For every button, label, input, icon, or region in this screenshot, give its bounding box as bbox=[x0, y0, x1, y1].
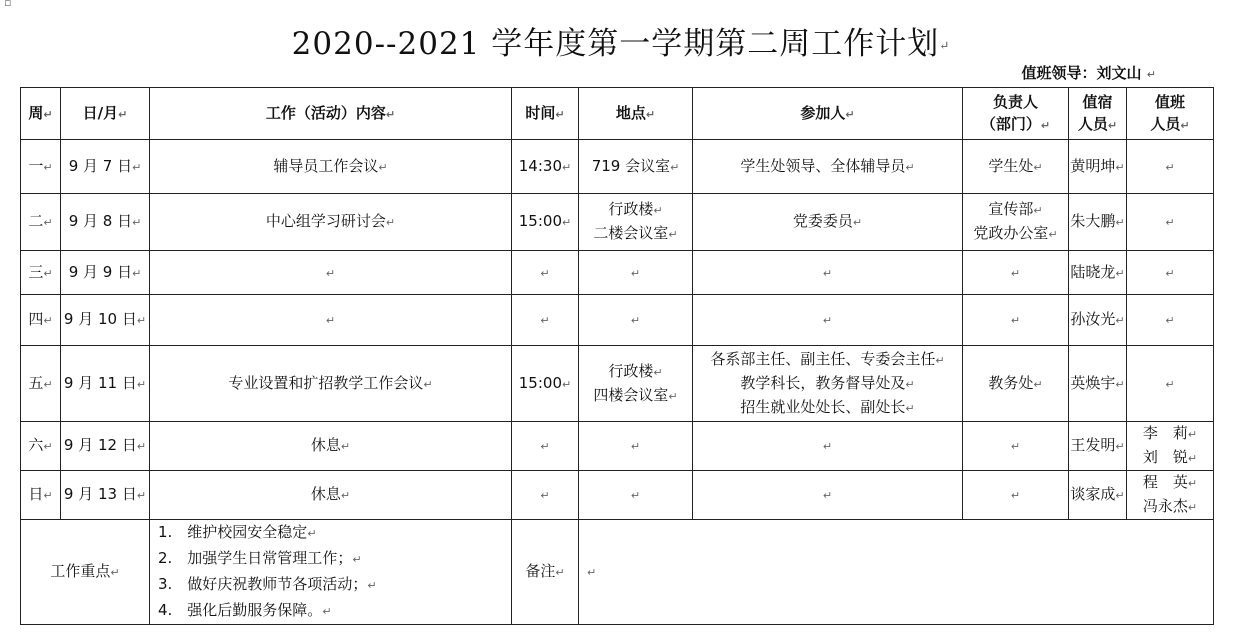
content-line: 专业设置和扩招教学工作会议↵ bbox=[228, 373, 433, 392]
para-mark: ↵ bbox=[1165, 216, 1175, 229]
para-mark: ↵ bbox=[423, 377, 433, 391]
duty-staff-line: 李 莉↵ bbox=[1142, 424, 1198, 442]
focus-row bbox=[21, 520, 1214, 625]
owner-line: 教务处↵ bbox=[988, 373, 1043, 392]
owner-line: 宣传部↵ bbox=[988, 200, 1043, 218]
header-week: 周↵ bbox=[21, 88, 61, 140]
cell-week bbox=[21, 194, 61, 251]
duty-staff-line: 冯永杰↵ bbox=[1142, 497, 1198, 515]
cell-time bbox=[512, 346, 579, 422]
table-row bbox=[21, 251, 1214, 295]
cell-owner bbox=[963, 295, 1069, 346]
para-mark: ↵ bbox=[367, 579, 377, 592]
para-mark: ↵ bbox=[1010, 314, 1021, 327]
owner-line: 学生处↵ bbox=[988, 156, 1043, 175]
cell-duty-staff bbox=[1127, 471, 1214, 520]
night-duty-text: 英焕宇↵ bbox=[1070, 373, 1125, 392]
para-mark: ↵ bbox=[1048, 228, 1058, 241]
date-text: 9 月 11 日↵ bbox=[63, 373, 147, 392]
para-mark: ↵ bbox=[668, 389, 678, 403]
night-duty-text: 黄明坤↵ bbox=[1070, 156, 1125, 175]
schedule-table bbox=[20, 87, 1214, 625]
cell-place bbox=[579, 194, 693, 251]
para-mark: ↵ bbox=[1033, 204, 1043, 217]
cell-owner bbox=[963, 251, 1069, 295]
place-line: 行政楼↵ bbox=[608, 361, 663, 380]
para-mark: ↵ bbox=[939, 38, 951, 53]
cell-week bbox=[21, 251, 61, 295]
week-text: 四↵ bbox=[28, 310, 53, 328]
week-text: 三↵ bbox=[28, 262, 53, 281]
para-mark: ↵ bbox=[1115, 160, 1125, 174]
table-row bbox=[21, 295, 1214, 346]
cell-participants bbox=[693, 471, 963, 520]
week-text: 一↵ bbox=[28, 156, 53, 175]
time-line: 14:30↵ bbox=[518, 156, 572, 175]
para-mark: ↵ bbox=[668, 228, 678, 241]
cell-week bbox=[21, 422, 61, 471]
cell-duty-staff bbox=[1127, 422, 1214, 471]
cell-owner bbox=[963, 422, 1069, 471]
night-duty-text: 谈家成↵ bbox=[1070, 485, 1125, 503]
date-text: 9 月 7 日↵ bbox=[68, 156, 142, 175]
cell-time bbox=[512, 140, 579, 194]
para-mark: ↵ bbox=[136, 377, 147, 391]
para-mark: ↵ bbox=[630, 266, 641, 280]
header-duty-staff: 值班 人员↵ bbox=[1127, 88, 1214, 140]
para-mark: ↵ bbox=[325, 266, 336, 280]
page-title bbox=[0, 18, 1242, 63]
cell-place bbox=[579, 251, 693, 295]
para-mark: ↵ bbox=[1165, 160, 1175, 174]
cell-week bbox=[21, 140, 61, 194]
night-duty-text: 孙汝光↵ bbox=[1070, 310, 1125, 328]
para-mark: ↵ bbox=[555, 566, 565, 579]
content-line: 休息↵ bbox=[310, 436, 351, 454]
para-mark: ↵ bbox=[905, 401, 915, 415]
para-mark: ↵ bbox=[1010, 440, 1021, 453]
para-mark: ↵ bbox=[822, 489, 833, 502]
cell-duty-staff bbox=[1127, 194, 1214, 251]
cell-participants bbox=[693, 295, 963, 346]
para-mark: ↵ bbox=[630, 440, 641, 453]
cell-time bbox=[512, 422, 579, 471]
remarks-label bbox=[512, 520, 579, 625]
cell-night-duty bbox=[1069, 140, 1127, 194]
header-night-duty: 值宿 人员↵ bbox=[1069, 88, 1127, 140]
remarks-cell bbox=[579, 520, 1214, 625]
para-mark: ↵ bbox=[587, 566, 597, 579]
time-line: 15:00↵ bbox=[518, 212, 572, 230]
para-mark: ↵ bbox=[562, 377, 572, 391]
para-mark: ↵ bbox=[562, 216, 572, 229]
para-mark: ↵ bbox=[653, 204, 663, 217]
para-mark: ↵ bbox=[1115, 440, 1125, 453]
cell-date bbox=[61, 251, 150, 295]
table-row bbox=[21, 346, 1214, 422]
content-line: 辅导员工作会议↵ bbox=[273, 156, 388, 175]
para-mark: ↵ bbox=[822, 266, 833, 280]
cell-owner bbox=[963, 471, 1069, 520]
para-mark: ↵ bbox=[1165, 377, 1175, 391]
focus-item: 2. 加强学生日常管理工作；↵ bbox=[158, 549, 362, 567]
para-mark: ↵ bbox=[1115, 314, 1125, 327]
table-row bbox=[21, 194, 1214, 251]
place-line: 行政楼↵ bbox=[608, 200, 663, 218]
para-mark: ↵ bbox=[43, 489, 53, 502]
participants-line: 学生处领导、全体辅导员↵ bbox=[740, 156, 915, 175]
date-text: 9 月 10 日↵ bbox=[63, 310, 147, 328]
cell-duty-staff bbox=[1127, 140, 1214, 194]
para-mark: ↵ bbox=[822, 440, 833, 453]
participants-line: 各系部主任、副主任、专委会主任↵ bbox=[710, 349, 945, 368]
cell-time bbox=[512, 295, 579, 346]
participants-line: 招生就业处处长、副处长↵ bbox=[740, 397, 915, 416]
para-mark: ↵ bbox=[1187, 428, 1198, 441]
cell-owner bbox=[963, 346, 1069, 422]
header-place: 地点↵ bbox=[579, 88, 693, 140]
cell-place bbox=[579, 140, 693, 194]
para-mark: ↵ bbox=[136, 314, 147, 327]
date-text: 9 月 12 日↵ bbox=[63, 436, 147, 454]
cell-participants bbox=[693, 194, 963, 251]
date-text: 9 月 8 日↵ bbox=[68, 212, 142, 230]
para-mark: ↵ bbox=[307, 527, 317, 540]
cell-content bbox=[150, 251, 512, 295]
para-mark: ↵ bbox=[905, 160, 915, 174]
para-mark: ↵ bbox=[1187, 452, 1198, 465]
remarks-label-text: 备注↵ bbox=[525, 562, 565, 580]
participants-line: 党委委员↵ bbox=[792, 212, 863, 230]
para-mark: ↵ bbox=[1115, 377, 1125, 391]
cell-place bbox=[579, 422, 693, 471]
para-mark: ↵ bbox=[540, 314, 550, 327]
header-owner: 负责人 （部门）↵ bbox=[963, 88, 1069, 140]
para-mark: ↵ bbox=[43, 216, 53, 229]
cell-participants bbox=[693, 140, 963, 194]
focus-label-text: 工作重点↵ bbox=[50, 562, 120, 580]
cell-content bbox=[150, 346, 512, 422]
night-duty-text: 朱大鹏↵ bbox=[1070, 212, 1125, 230]
para-mark: ↵ bbox=[905, 377, 915, 391]
cell-date bbox=[61, 295, 150, 346]
cell-content bbox=[150, 140, 512, 194]
cell-date bbox=[61, 422, 150, 471]
week-text: 二↵ bbox=[28, 212, 53, 230]
para-mark: ↵ bbox=[1187, 477, 1198, 490]
header-time: 时间↵ bbox=[512, 88, 579, 140]
para-mark: ↵ bbox=[136, 489, 147, 502]
participants-line: 教学科长，教务督导处及↵ bbox=[740, 373, 915, 392]
cell-week bbox=[21, 346, 61, 422]
content-line: 中心组学习研讨会↵ bbox=[265, 212, 396, 230]
focus-item: 3. 做好庆祝教师节各项活动；↵ bbox=[158, 575, 377, 593]
para-mark: ↵ bbox=[43, 314, 53, 327]
para-mark: ↵ bbox=[43, 377, 53, 391]
cell-content bbox=[150, 295, 512, 346]
time-line: 15:00↵ bbox=[518, 373, 572, 392]
cell-content bbox=[150, 471, 512, 520]
week-text: 日↵ bbox=[28, 485, 53, 503]
cell-content bbox=[150, 194, 512, 251]
focus-item: 1. 维护校园安全稳定↵ bbox=[158, 523, 317, 541]
cell-duty-staff bbox=[1127, 295, 1214, 346]
cell-owner bbox=[963, 194, 1069, 251]
focus-list bbox=[150, 520, 512, 625]
table-row bbox=[21, 422, 1214, 471]
title-text: 2020--2021 学年度第一学期第二周工作计划 bbox=[291, 26, 940, 62]
para-mark: ↵ bbox=[110, 566, 120, 579]
para-mark: ↵ bbox=[340, 489, 351, 502]
para-mark: ↵ bbox=[1033, 377, 1043, 391]
cell-duty-staff bbox=[1127, 346, 1214, 422]
content-line: 休息↵ bbox=[310, 485, 351, 503]
header-row bbox=[21, 88, 1214, 140]
cell-place bbox=[579, 471, 693, 520]
duty-staff-line: 程 英↵ bbox=[1142, 473, 1198, 491]
para-mark: ↵ bbox=[935, 353, 945, 367]
para-mark: ↵ bbox=[562, 160, 572, 174]
date-text: 9 月 9 日↵ bbox=[68, 262, 142, 281]
para-mark: ↵ bbox=[340, 440, 351, 453]
cell-night-duty bbox=[1069, 422, 1127, 471]
focus-label bbox=[21, 520, 150, 625]
header-content: 工作（活动）内容↵ bbox=[150, 88, 512, 140]
para-mark: ↵ bbox=[385, 216, 396, 229]
para-mark: ↵ bbox=[653, 365, 663, 379]
cell-place bbox=[579, 295, 693, 346]
place-line: 四楼会议室↵ bbox=[593, 385, 678, 404]
week-text: 六↵ bbox=[28, 436, 53, 454]
para-mark: ↵ bbox=[1010, 266, 1021, 280]
para-mark: ↵ bbox=[43, 266, 53, 280]
place-line: 二楼会议室↵ bbox=[593, 224, 678, 242]
para-mark: ↵ bbox=[1010, 489, 1021, 502]
para-mark: ↵ bbox=[378, 160, 388, 174]
para-mark: ↵ bbox=[630, 489, 641, 502]
cell-time bbox=[512, 471, 579, 520]
owner-line: 党政办公室↵ bbox=[973, 224, 1058, 242]
para-mark: ↵ bbox=[1187, 501, 1198, 514]
para-mark: ↵ bbox=[540, 440, 550, 453]
para-mark: ↵ bbox=[43, 440, 53, 453]
duty-leader bbox=[1022, 62, 1156, 83]
cell-duty-staff bbox=[1127, 251, 1214, 295]
cell-night-duty bbox=[1069, 295, 1127, 346]
cell-time bbox=[512, 251, 579, 295]
para-mark: ↵ bbox=[43, 160, 53, 174]
para-mark: ↵ bbox=[132, 160, 142, 174]
cell-night-duty bbox=[1069, 194, 1127, 251]
para-mark: ↵ bbox=[540, 266, 550, 280]
cell-night-duty bbox=[1069, 346, 1127, 422]
cell-date bbox=[61, 346, 150, 422]
duty-staff-line: 刘 锐↵ bbox=[1142, 448, 1198, 466]
place-line: 719 会议室↵ bbox=[591, 156, 680, 175]
cell-place bbox=[579, 346, 693, 422]
date-text: 9 月 13 日↵ bbox=[63, 485, 147, 503]
header-participants: 参加人↵ bbox=[693, 88, 963, 140]
para-mark: ↵ bbox=[325, 314, 336, 327]
para-mark: ↵ bbox=[1115, 216, 1125, 229]
para-mark: ↵ bbox=[322, 605, 332, 618]
cell-date bbox=[61, 140, 150, 194]
para-mark: ↵ bbox=[132, 216, 142, 229]
format-mark: ▫ bbox=[4, 0, 12, 9]
night-duty-text: 王发明↵ bbox=[1070, 436, 1125, 454]
para-mark: ↵ bbox=[1146, 68, 1156, 81]
para-mark: ↵ bbox=[352, 553, 362, 566]
para-mark: ↵ bbox=[1165, 314, 1175, 327]
cell-date bbox=[61, 471, 150, 520]
cell-owner bbox=[963, 140, 1069, 194]
cell-week bbox=[21, 295, 61, 346]
duty-leader-text: 值班领导：刘文山 bbox=[1021, 64, 1142, 82]
para-mark: ↵ bbox=[540, 489, 550, 502]
cell-date bbox=[61, 194, 150, 251]
para-mark: ↵ bbox=[1115, 266, 1125, 280]
para-mark: ↵ bbox=[670, 160, 680, 174]
cell-time bbox=[512, 194, 579, 251]
table-row bbox=[21, 471, 1214, 520]
para-mark: ↵ bbox=[630, 314, 641, 327]
cell-week bbox=[21, 471, 61, 520]
para-mark: ↵ bbox=[1115, 489, 1125, 502]
para-mark: ↵ bbox=[1033, 160, 1043, 174]
para-mark: ↵ bbox=[1165, 266, 1175, 280]
cell-night-duty bbox=[1069, 251, 1127, 295]
para-mark: ↵ bbox=[822, 314, 833, 327]
week-text: 五↵ bbox=[28, 373, 53, 392]
night-duty-text: 陆晓龙↵ bbox=[1070, 262, 1125, 281]
cell-content bbox=[150, 422, 512, 471]
header-date: 日/月↵ bbox=[61, 88, 150, 140]
cell-participants bbox=[693, 346, 963, 422]
para-mark: ↵ bbox=[136, 440, 147, 453]
table-row bbox=[21, 140, 1214, 194]
cell-night-duty bbox=[1069, 471, 1127, 520]
focus-item: 4. 强化后勤服务保障。↵ bbox=[158, 601, 332, 619]
cell-participants bbox=[693, 422, 963, 471]
cell-participants bbox=[693, 251, 963, 295]
para-mark: ↵ bbox=[132, 266, 142, 280]
para-mark: ↵ bbox=[852, 216, 863, 229]
